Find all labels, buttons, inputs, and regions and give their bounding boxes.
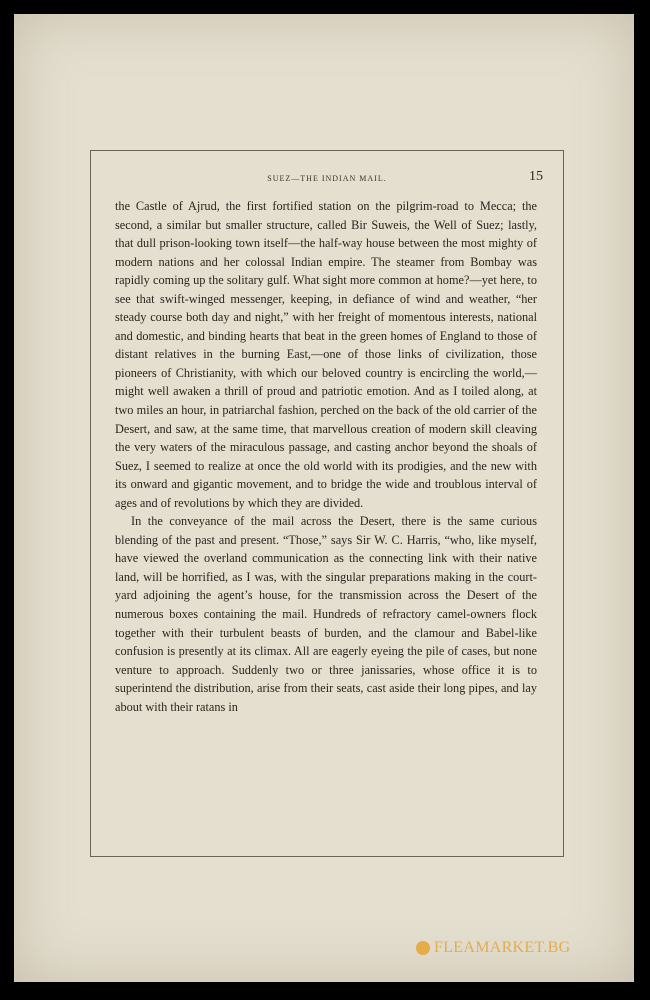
flea-logo-icon — [416, 941, 430, 955]
running-head — [91, 171, 563, 187]
running-title: SUEZ—THE INDIAN MAIL. — [267, 174, 387, 183]
book-page — [14, 14, 634, 982]
watermark — [416, 938, 571, 958]
watermark-text: FLEAMARKET.BG — [434, 939, 571, 956]
paragraph-2: In the conveyance of the mail across the Desert, there is the same curious blending of the past and present. “Those,” says Sir W. C. Harris, “who, like myself, have viewed the overland communication as the connecting link with their native land, will be horrified, as I was, with the singular preparations making in the court-yard adjoining the agent’s house, for the transmission across the Desert of the numerous boxes containing the mail. Hundreds of refractory camel-owners flock together with their turbulent beasts of burden, and the clamour and Babel-like confusion is presently at its climax. All are eagerly eyeing the pile of cases, but none venture to approach. Suddenly two or three janissaries, whose office it is to superintend the distribution, arise from their seats, cast aside their long pipes, and lay about with their ratans in — [115, 514, 537, 714]
paragraph-1: the Castle of Ajrud, the first fortified station on the pilgrim-road to Mecca; the second, a similar but smaller structure, called Bir Suweis, the Well of Suez; lastly, that dull prison-looking town itself—the half-way house between the most mighty of modern nations and her colossal Indian empire. The steamer from Bombay was rapidly coming up the solitary gulf. What sight more common at home?—yet here, to see that swift-winged messenger, keeping, in defiance of wind and weather, “her steady course both day and night,” with her freight of momentous interests, national and domestic, and binding hearts that beat in the green homes of England to those of distant relatives in the burning East,—one of those links of civilization, those pioneers of Christianity, with which our beloved country is encircling the world,—might well awaken a thrill of proud and patriotic emotion. And as I toiled along, at two miles an hour, in patriarchal fashion, perched on the back of the old carrier of the Desert, and saw, at the same time, that marvellous creation of modern skill cleaving the very waters of the miraculous passage, and casting anchor beyond the shoals of Suez, I seemed to realize at once the old world with its prodigies, and the new with its onward and gigantic movement, and to bridge the wide and troublous interval of ages and of revolutions by which they are divided. — [115, 199, 537, 510]
text-frame — [90, 150, 564, 857]
page-number: 15 — [529, 169, 543, 184]
body-text — [115, 197, 537, 716]
